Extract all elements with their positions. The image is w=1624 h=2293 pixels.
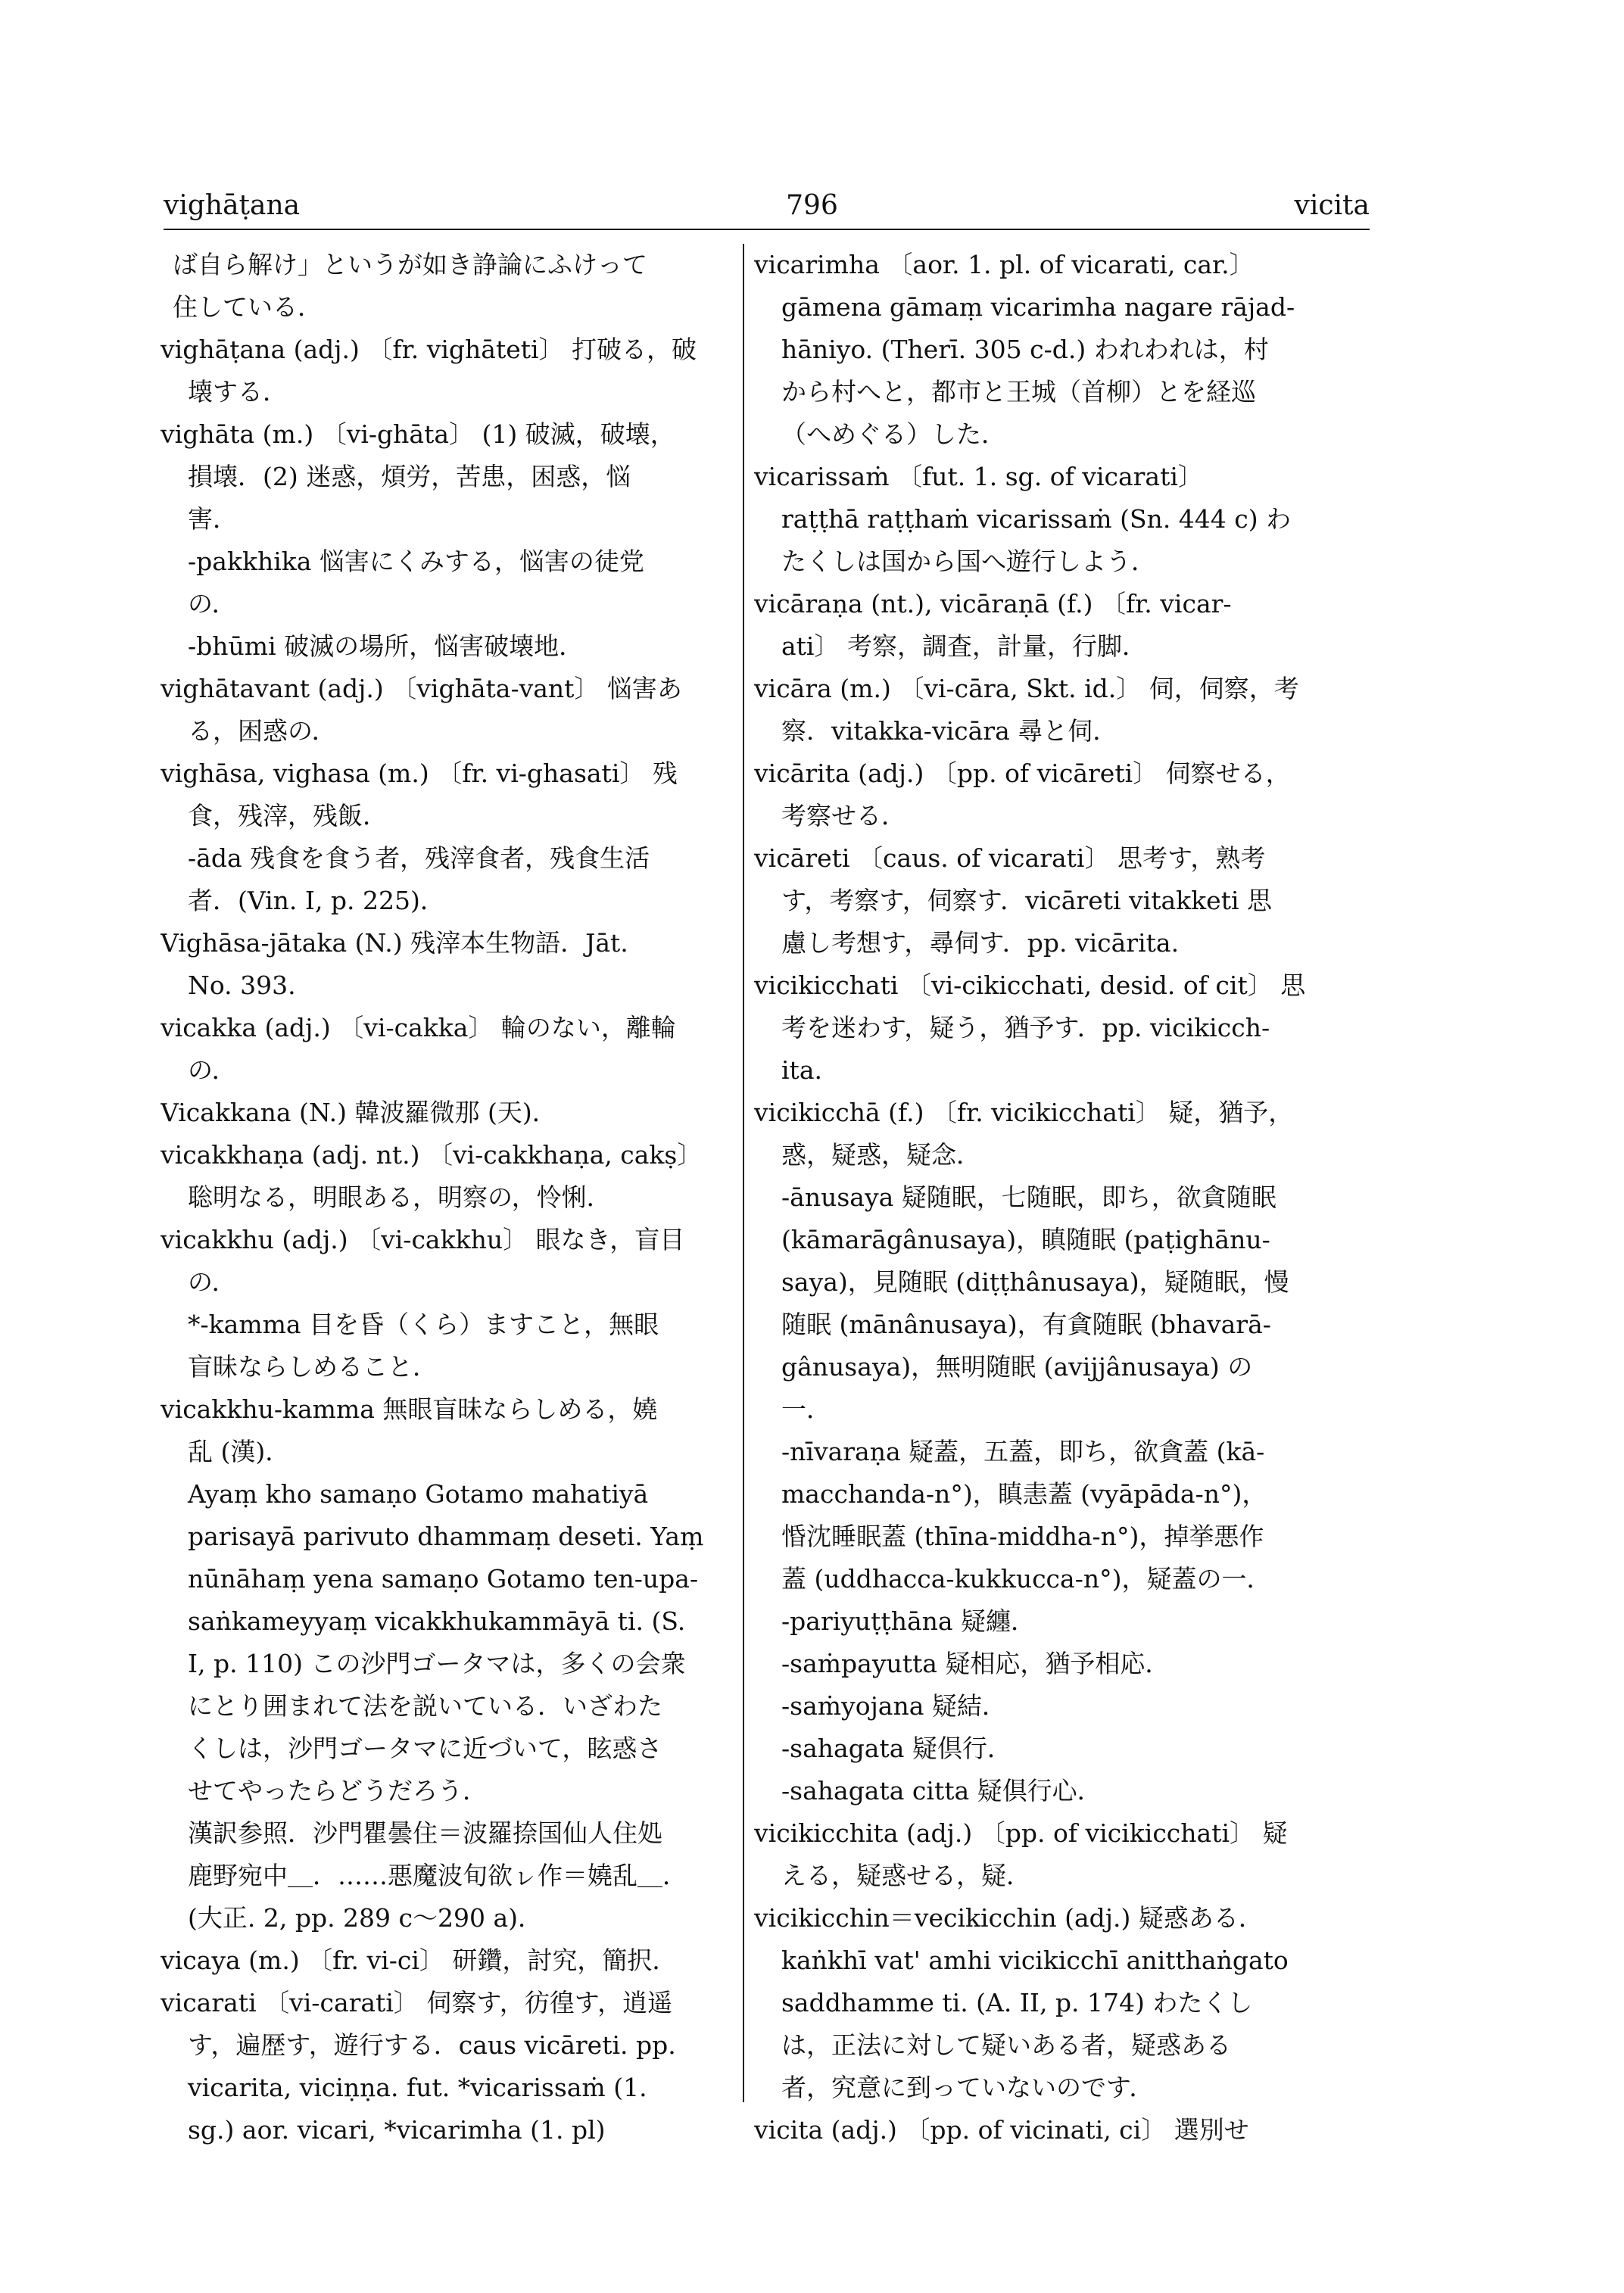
left-column bbox=[161, 244, 721, 2151]
quote-line: は，正法に対して疑いある者，疑惑ある bbox=[781, 2030, 1231, 2060]
entry-line: vicikicchati 〔vi-cikicchati, desid. of cit〕 思 bbox=[754, 970, 1306, 1000]
text-line: 惑，疑惑，疑念． bbox=[781, 1140, 981, 1170]
entry-line: vighātavant (adj.) 〔vighāta-vant〕 悩害あ bbox=[161, 674, 682, 703]
subentry-line: -sahagata citta 疑倶行心． bbox=[781, 1776, 1102, 1805]
subentry-line: *-kamma 目を昏（くら）ますこと，無眼 bbox=[188, 1310, 659, 1339]
quote-line: から村へと，都市と王城（首柳）とを経巡 bbox=[781, 377, 1256, 407]
quote-line: I, p. 110) この沙門ゴータマは，多くの会衆 bbox=[188, 1649, 686, 1678]
entry-line: vicakkhu-kamma 無眼盲昧ならしめる，嬈 bbox=[161, 1394, 658, 1424]
text-line: す，考察す，伺察す．vicāreti vitakketi 思 bbox=[781, 886, 1273, 915]
text-line: の． bbox=[188, 1267, 237, 1297]
text-line: 考を迷わす，疑う，猶予す．pp. vicikicch- bbox=[781, 1013, 1270, 1042]
text-line: す，遍歴す，遊行する．caus vicāreti. pp. bbox=[188, 2030, 676, 2060]
quote-line: たくしは国から国へ遊行しよう． bbox=[781, 547, 1156, 576]
text-line: 乱 (漢)． bbox=[188, 1437, 291, 1466]
running-head-right: vicita bbox=[1294, 190, 1370, 221]
subentry-line: -āda 残食を食う者，残滓食者，残食生活 bbox=[188, 843, 650, 873]
subentry-line: -bhūmi 破滅の場所，悩害破壊地． bbox=[188, 631, 584, 661]
entry-line: vicaya (m.) 〔fr. vi-ci〕 研鑽，討究，簡択． bbox=[161, 1946, 678, 1975]
text-line: 盲昧ならしめること． bbox=[188, 1352, 438, 1382]
subentry-line: -saṁpayutta 疑相応，猶予相応． bbox=[781, 1649, 1170, 1678]
quote-line: gāmena gāmaṃ vicarimha nagare rājad- bbox=[781, 292, 1295, 322]
text-line: vicarita, viciṇṇa. fut. *vicarissaṁ (1. bbox=[188, 2073, 647, 2102]
subentry-line: -ānusaya 疑随眠，七随眠，即ち，欲貪随眠 bbox=[781, 1182, 1276, 1212]
right-column bbox=[754, 244, 1369, 2151]
quote-line: にとり囲まれて法を説いている．いざわた bbox=[188, 1691, 662, 1721]
entry-line: Vicakkana (N.) 韓波羅微那 (天)． bbox=[161, 1098, 557, 1127]
text-line: 随眠 (mānânusaya)，有貪随眠 (bhavarā- bbox=[781, 1310, 1271, 1339]
subentry-line: -nīvaraṇa 疑蓋，五蓋，即ち，欲貪蓋 (kā- bbox=[781, 1437, 1265, 1466]
entry-line: vighāta (m.) 〔vi-ghāta〕 (1) 破滅，破壊， bbox=[161, 419, 675, 449]
text-line: ita. bbox=[781, 1055, 822, 1085]
entry-line: vicāreti 〔caus. of vicarati〕 思考す，熟考 bbox=[754, 843, 1266, 873]
text-line: 慮し考想す，尋伺す．pp. vicārita. bbox=[781, 928, 1180, 958]
text-line: える，疑惑せる，疑． bbox=[781, 1861, 1031, 1890]
text-line: の． bbox=[188, 589, 237, 618]
entry-line: vicāraṇa (nt.), vicāraṇā (f.) 〔fr. vicar- bbox=[754, 589, 1232, 618]
text-line: 損壊．(2) 迷惑，煩労，苦患，困惑，悩 bbox=[188, 462, 631, 491]
entry-line: vicakkhu (adj.) 〔vi-cakkhu〕 眼なき，盲目 bbox=[161, 1225, 685, 1254]
quote-line: hāniyo. (Therī. 305 c-d.) われわれは，村 bbox=[781, 335, 1269, 364]
text-line: sg.) aor. vicari, *vicarimha (1. pl) bbox=[188, 2115, 606, 2145]
entry-line: Vighāsa-jātaka (N.) 残滓本生物語．Jāt. bbox=[161, 928, 628, 958]
text-line: 住している． bbox=[173, 292, 323, 322]
quote-line: raṭṭhā raṭṭhaṁ vicarissaṁ (Sn. 444 c) わ bbox=[781, 504, 1292, 534]
text-line: No. 393. bbox=[188, 970, 296, 1000]
text-line: 蓋 (uddhacca-kukkucca-n°)，疑蓋の一． bbox=[781, 1564, 1272, 1594]
entry-line: vicarimha 〔aor. 1. pl. of vicarati, car.〕 bbox=[754, 250, 1255, 279]
text-line: 壊する． bbox=[188, 377, 288, 407]
text-line: る，困惑の． bbox=[188, 716, 337, 746]
text-line: macchanda-n°)，瞋恚蓋 (vyāpāda-n°)， bbox=[781, 1479, 1267, 1509]
quote-line: parisayā parivuto dhammaṃ deseti. Yaṃ bbox=[188, 1522, 704, 1551]
subentry-line: -saṁyojana 疑結． bbox=[781, 1691, 1007, 1721]
text-line: 察．vitakka-vicāra 尋と伺． bbox=[781, 716, 1118, 746]
entry-line: vicikicchin＝vecikicchin (adj.) 疑惑ある． bbox=[754, 1903, 1264, 1933]
quote-line: （へめぐる）した． bbox=[781, 419, 1006, 449]
entry-line: vicakkhaṇa (adj. nt.) 〔vi-cakkhaṇa, cakṣ〕 bbox=[161, 1140, 703, 1170]
subentry-line: -sahagata 疑倶行． bbox=[781, 1734, 1012, 1763]
quote-line: saddhamme ti. (A. II, p. 174) わたくし bbox=[781, 1988, 1253, 2017]
text-line: 聡明なる，明眼ある，明察の，怜悧． bbox=[188, 1182, 612, 1212]
text-line: 者．(Vin. I, p. 225)． bbox=[188, 886, 445, 915]
entry-line: vicikicchā (f.) 〔fr. vicikicchati〕 疑，猶予， bbox=[754, 1098, 1294, 1127]
entry-line: vighāṭana (adj.) 〔fr. vighāteti〕 打破る，破 bbox=[161, 335, 697, 364]
quote-line: 鹿野宛中＿．……悪魔波旬欲ㇾ作＝嬈乱＿． bbox=[188, 1861, 687, 1890]
quote-line: せてやったらどうだろう． bbox=[188, 1776, 488, 1805]
entry-line: vicakka (adj.) 〔vi-cakka〕 輪のない，離輪 bbox=[161, 1013, 676, 1042]
entry-line: vicāra (m.) 〔vi-cāra, Skt. id.〕 伺，伺察，考 bbox=[754, 674, 1299, 703]
text-line: 食，残滓，残飯． bbox=[188, 801, 388, 830]
text-line: saya)，見随眠 (diṭṭhânusaya)，疑随眠，慢 bbox=[781, 1267, 1289, 1297]
column-divider bbox=[743, 244, 744, 2102]
subentry-line: -pakkhika 悩害にくみする，悩害の徒党 bbox=[188, 547, 644, 576]
entry-line: vicikicchita (adj.) 〔pp. of vicikicchati〕 疑 bbox=[754, 1818, 1288, 1848]
text-line: 害． bbox=[188, 504, 238, 534]
running-head-left: vighāṭana bbox=[164, 190, 301, 221]
quote-line: saṅkameyyaṃ vicakkhukammāyā ti. (S. bbox=[188, 1606, 686, 1636]
quote-line: Ayaṃ kho samaṇo Gotamo mahatiyā bbox=[188, 1479, 649, 1509]
text-line: (kāmarāgânusaya)，瞋随眠 (paṭighānu- bbox=[781, 1225, 1270, 1254]
quote-line: くしは，沙門ゴータマに近づいて，眩惑さ bbox=[188, 1734, 662, 1763]
quote-line: (大正. 2, pp. 289 c〜290 a)． bbox=[188, 1903, 544, 1933]
entry-line: vicarati 〔vi-carati〕 伺察す，彷徨す，逍遥 bbox=[161, 1988, 673, 2017]
header-rule bbox=[164, 229, 1370, 230]
entry-line: vicarissaṁ 〔fut. 1. sg. of vicarati〕 bbox=[754, 462, 1203, 491]
text-line: 一． bbox=[781, 1394, 831, 1424]
text-line: の． bbox=[188, 1055, 237, 1085]
quote-line: kaṅkhī vat' amhi vicikicchī anitthaṅgato bbox=[781, 1946, 1289, 1975]
entry-line: vicita (adj.) 〔pp. of vicinati, ci〕 選別せ bbox=[754, 2115, 1249, 2145]
subentry-line: -pariyuṭṭhāna 疑纏． bbox=[781, 1606, 1036, 1636]
text-line: ati〕 考察，調査，計量，行脚． bbox=[781, 631, 1147, 661]
text-line: ば自ら解け」というが如き諍論にふけって bbox=[173, 250, 647, 279]
quote-line: nūnāhaṃ yena samaṇo Gotamo ten-upa- bbox=[188, 1564, 699, 1594]
entry-line: vicārita (adj.) 〔pp. of vicāreti〕 伺察せる， bbox=[754, 759, 1291, 788]
text-line: 考察せる． bbox=[781, 801, 906, 830]
quote-line: 漢訳参照．沙門瞿曇住＝波羅捺国仙人住処 bbox=[188, 1818, 662, 1848]
page-number: 796 bbox=[786, 190, 838, 221]
entry-line: vighāsa, vighasa (m.) 〔fr. vi-ghasati〕 残 bbox=[161, 759, 678, 788]
text-line: gânusaya)，無明随眠 (avijjânusaya) の bbox=[781, 1352, 1253, 1382]
text-line: 惛沈睡眠蓋 (thīna-middha-n°)，掉挙悪作 bbox=[781, 1522, 1264, 1551]
quote-line: 者，究意に到っていないのです． bbox=[781, 2073, 1155, 2102]
